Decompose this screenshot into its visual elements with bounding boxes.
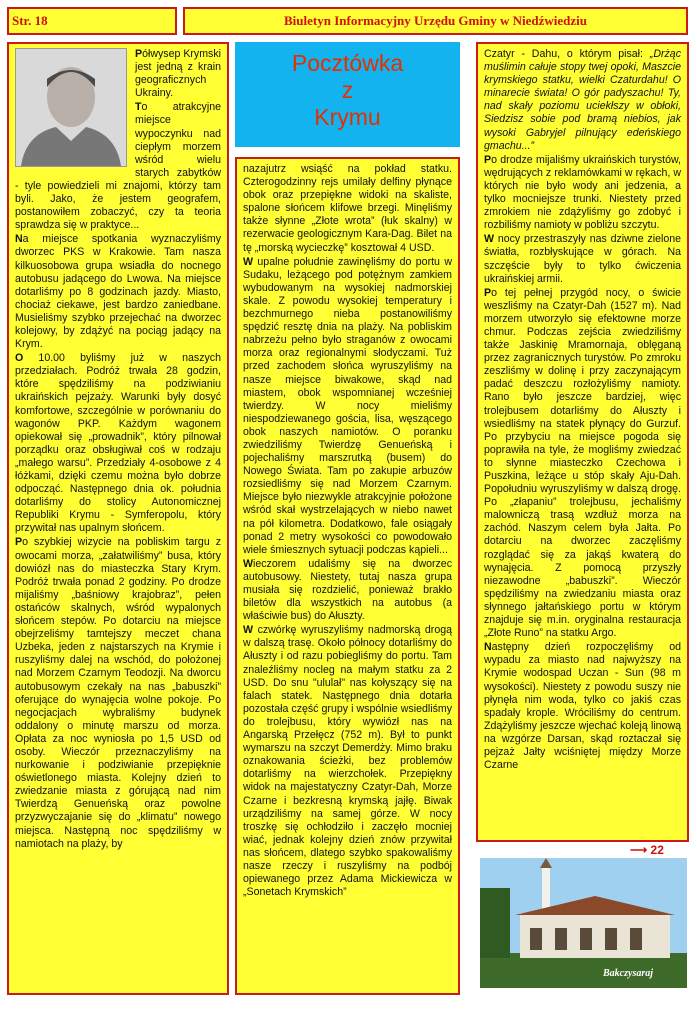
drop-cap: P [135,48,143,60]
bulletin-title: Biuletyn Informacyjny Urzędu Gminy w Niedźwiedziu [183,7,688,35]
paragraph: To atrakcyjne miejsce wypoczynku nad ciepłym morzem wśród wielu starych zabytków - tyle powiedzieli mi znajomi, którzy tam byli. Jako, że jestem geografem, postanowiłem zobaczyć, czy ta teoria sprawdza się w praktyce... [15,101,221,232]
paragraph: Wieczorem udaliśmy się na dworzec autobusowy. Niestety, tutaj nasza grupa musiała się rozdzielić, ponieważ brakło biletów dla wszystkich na autobus (a właściwie bus) do Ałuszty. [243,557,452,623]
continuation-marker [630,843,664,857]
paragraph: Czatyr - Dahu, o którym pisał: „Drżąc muślimin całuje stopy twej opoki, Maszcie krymskiego statku, wielki Czaturdahu! O minarecie świata! O gór padyszachu! Ty, nad skały poziomu uciekłszy w obłoki, Siedzisz sobie pod bramą niebios, jak wysoki Gabryjel pilnujący edeńskiego gmachu...” [484,48,681,152]
photo-caption: Bakczysaraj [603,968,653,979]
drop-cap: N [15,233,23,246]
drop-cap: T [135,101,142,114]
continuation-page: 22 [650,843,664,857]
paragraph: W upalne południe zawinęliśmy do portu w Sudaku, leżącego pod potężnym zamkiem wybudowanym na wysokiej nadmorskiej skale. Z powodu wysokiej temperatury i bezchmurnego nieba postanowiliśmy spędzić resztę dnia na plaży. Na pobliskim nabrzeżu pełno było straganów z owocami morza oraz regionalnymi słodyczami. Tuż przed zachodem słońca wyruszyliśmy na nasze miejsce biwakowe, skąd nad miastem, obok wspomnianej wcześniej twierdzy. W nocy mieliśmy niespodziewanego gościa, lisa, węszącego obok naszych namiotów. O poranku zwiedziliśmy Twierdzę Genueńską i pojechaliśmy marszrutką (busem) do Nowego Świata. Tam po zakupie arbuzów rozsiedliśmy się nad Morzem Czarnym. Miejsce było niezwykle atrakcyjnie położone wśród skał wystrzelających w niebo nawet na pół kilometra. Dodatkowo, fale osiągały ponad 2 metry wysokości co powodowało wiele śmiesznych sytuacji podczas kąpieli... [243,255,452,556]
drop-cap: W [243,557,253,570]
author-photo [15,48,127,167]
palace-photo [480,858,687,988]
paragraph: Po szybkiej wizycie na pobliskim targu z owocami morza, „załatwiliśmy” busa, który dowiózł nas do miasteczka Stary Krym. Podróż trwała ponad 2 godziny. Po drodze mijaliśmy „baśniowy krajobraz”, pełen ostańców skalnych, wśród wypalonych słońcem stepów. Po dotarciu na miejsce obejrzeliśmy tamtejszy meczet chana Uzbeka, jeden z najstarszych na Krymie i ruszyliśmy dalej na wschód, do położonej nad Morzem Czarnym Teodozji. Na dworcu autobusowym czekały na nas „babuszki” oferujące do wynajęcia wolne pokoje. Po negocjacjach wybraliśmy budynek oddalony o minutę marszu od morza. Opłata za noc wyniosła po 1,5 USD od osoby. Wieczór przeznaczyliśmy na nurkowanie i podziwianie przepięknie oświetlonego miasta. Kolejny dzień to zwiedzanie miasta z górującą nad nim Twierdzą Genueńską oraz powolne przyzwyczajanie się do „klimatu” nowego miejsca. Następną noc spędziliśmy w namiotach na plaży, by [15,536,221,850]
page-number: Str. 18 [7,7,177,35]
drop-cap: P [15,536,23,549]
paragraph: Po drodze mijaliśmy ukraińskich turystów, wędrujących z reklamówkami w rękach, w których nie było wody ani jedzenia, a tylko mocniejsze trunki. Niestety przed zmrokiem nie zdążyliśmy go zdobyć i rozbiliśmy namioty w pobliżu szczytu. [484,153,681,232]
paragraph: W czwórkę wyruszyliśmy nadmorską drogą w dalszą trasę. Około północy dotarliśmy do Ałuszty i od razu pobiegliśmy do portu. Tam znaleźliśmy nocleg na małym statku za 2 USD. Do snu "ululał" nas kołyszący się na falach statek. Następnego dnia dotarła pozostała część grupy i wspólnie wsiedliśmy do trolejbusu, który wywiózł nas na Angarską Przełęcz (752 m). Był to punkt wymarszu na szczyt Demerdży. Mimo braku oznakowania ścieżki, bez problemów dotarliśmy na wierzchołek. Przepiękny widok na majestatyczny Czatyr-Dah, Morze Czarne i bezkresną krymską jajłę. Biwak urządziliśmy na samej górze. W nocy troszkę się ochłodziło i zaczęło mocniej wiać, jednak kolejny dzień znów przywitał nas słońcem, dlatego szybko spakowaliśmy nasze rzeczy i ruszyliśmy na podbój opiewanego przez Adama Mickiewicza w „Sonetach Krymskich” [243,624,452,899]
article-column-2 [235,157,460,995]
paragraph: Na miejsce spotkania wyznaczyliśmy dworzec PKS w Krakowie. Tam nasza kilkuosobowa grupa wsiadła do nocnego autobusu jadącego do Lwowa. Na miejsce dotarliśmy po 8 godzinach jazdy. Miasto, chociaż ciekawe, jest bardzo zaniedbane. Musieliśmy szybko przejechać na dworzec kolejowy, by zdążyć na pociąg jadący na Krym. [15,233,221,351]
paragraph: Po tej pełnej przygód nocy, o świcie weszliśmy na Czatyr-Dah (1527 m). Nad morzem utworzyło się efektowne morze chmur. Podczas zejścia zwiedziliśmy także Jaskinię Mramornaja, oblęganą przez zagranicznych turystów. Po zmroku zeszliśmy w dolinę i przy zaczynającym padać deszczu rozłożyliśmy namioty. Rano było jeszcze bardziej, więc trolejbusem dotarliśmy do Ałuszty i wsiedliśmy na statek płynący do Gurzuf. Po przybyciu na miejsce pogoda się poprawiła na tyle, że mogliśmy zwiedzać to słynne miasteczko Czechowa i Puszkina, leżące u stóp skały Aju-Dah. Popołudniu wyruszyliśmy w dalszą drogę. Po „złapaniu” trolejbusu, jechaliśmy malowniczą trasą wzdłuż morza na zachód. Naszym celem była Jałta. Po dotarciu na dworzec zaczęliśmy rozglądać się za jakąś kwaterą do wynajęcia. Z pomocą przyszły niezawodne „babuszki”. Wieczór spędziliśmy na zwiedzaniu miasta oraz słynnego jałtańskiego portu w którym znajduje się m.in. oryginalna restauracja „Złote Runo” na statku Argo. [484,286,681,640]
paragraph: Następny dzień rozpoczęliśmy od wypadu za miasto nad najwyższy na Krymie wodospad Uczan - Sun (98 m wysokości). Niestety z powodu suszy nie płynęła nim woda, tylko co jakiś czas spadały krople. Wróciliśmy do centrum. Zdążyliśmy jeszcze wjechać koleją linową na wzgórze Darsan, skąd roztaczał się pejzaż Jałty wciśniętej między Morze Czarne [484,641,681,772]
quote: „Drżąc muślimin całuje stopy twej opoki, Maszcie krymskiego statku, wielki Czaturdahu! O minarecie świata! O gór padyszachu! Ty, nad skały poziomu uciekłszy w obłoki, Siedzisz sobie pod bramą niebios, jak wysoki Gabryjel pilnujący edeńskiego gmachu...” [484,48,681,152]
drop-cap: P [484,153,492,166]
arrow-right-icon: ⟶ [630,843,648,857]
drop-cap: W [243,624,253,637]
drop-cap: P [484,286,492,299]
drop-cap: O [15,352,24,365]
article-column-1 [7,42,229,995]
paragraph: Półwysep Krymski jest jedną z krain geograficznych Ukrainy. [135,48,221,100]
title-line: Krymu [314,104,381,130]
drop-cap: W [243,255,253,268]
paragraph: W nocy przestraszyły nas dziwne zielone światła, rozbłyskujące w górach. Na szczęście były to tylko ćwiczenia ukraińskiej armii. [484,233,681,285]
title-line: z [341,77,354,103]
paragraph: nazajutrz wsiąść na pokład statku. Czterogodzinny rejs umilały delfiny płynące obok oraz przepiękne widoki na skaliste, spalone słońcem klifowe brzegi. Minęliśmy także słynne „Złote wrota” (łuk skalny) w rezerwacie geologicznym Kara-Dag. Bilet na tę „morską wycieczkę” kosztował 4 USD. [243,163,452,254]
article-title [235,42,460,147]
title-line: Pocztówka [291,50,404,76]
drop-cap: N [484,641,492,654]
drop-cap: W [484,233,494,246]
article-column-3 [476,42,689,842]
paragraph: O 10.00 byliśmy już w naszych przedziałach. Podróż trwała 28 godzin, które spędziliśmy na podziwianiu ukraińskich pejzaży. Warunki były dosyć komfortowe, szczególnie w porównaniu do wagonów PKP. Każdym wagonem opiekował się „prowadnik”, który pilnował porządku oraz obsługiwał coś w rodzaju „małego warsu”. Przedziały 4-osobowe z 4 łóżkami, dzięki czemu można było dobrze odpocząć. Następnego dnia ok. południa dotarliśmy do stolicy Autonomicznej Republiki Krymu - Symferopolu, który przywitał nas upalnym słońcem. [15,352,221,535]
